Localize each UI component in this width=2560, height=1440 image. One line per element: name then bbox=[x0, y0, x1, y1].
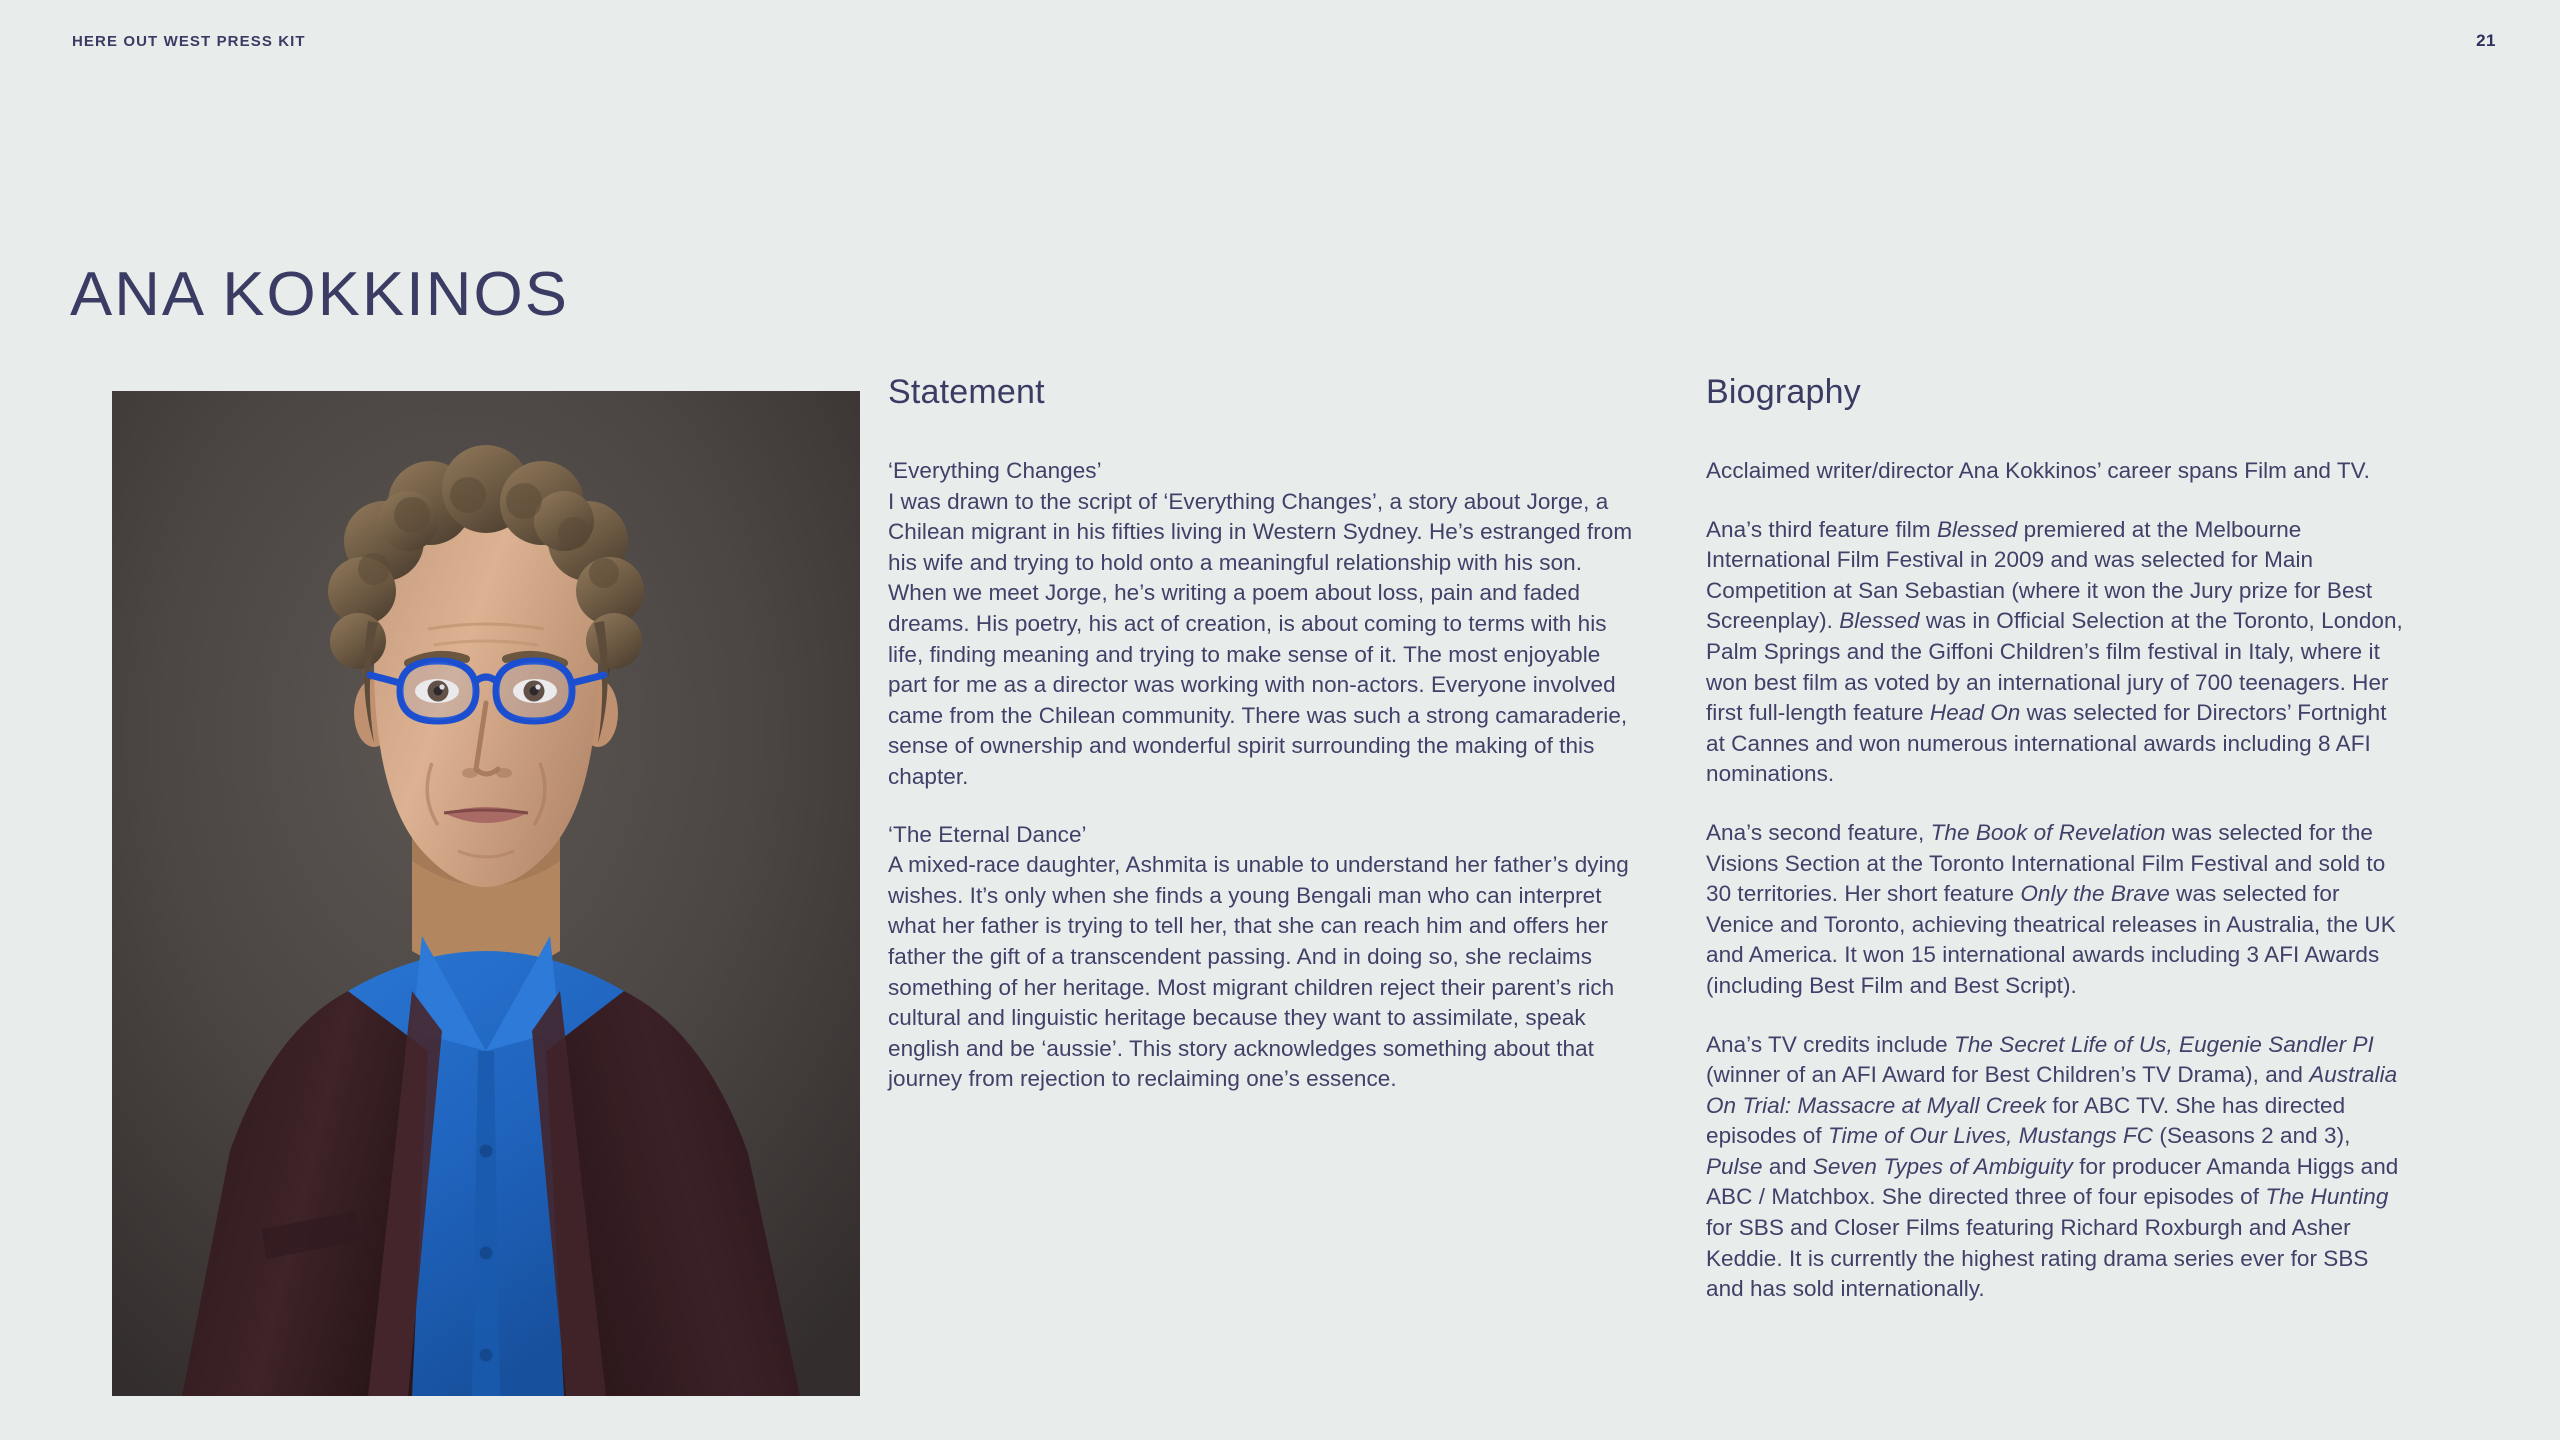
statement-subtitle: ‘Everything Changes’ bbox=[888, 458, 1102, 483]
biography-body bbox=[1706, 456, 2406, 1305]
title-italic: Time of Our Lives, Mustangs FC bbox=[1827, 1123, 2154, 1149]
title-italic: The Book of Revelation bbox=[1930, 819, 2166, 845]
title-italic: The Secret Life of Us, Eugenie Sandler PI bbox=[1954, 1031, 2374, 1057]
title-italic: The Hunting bbox=[2265, 1184, 2389, 1210]
statement-column bbox=[888, 375, 1640, 1095]
title-italic: Blessed bbox=[1839, 608, 1920, 634]
title-italic: Pulse bbox=[1706, 1153, 1763, 1179]
biography-paragraph: Ana’s second feature, The Book of Revelation was selected for the Visions Section at the Toronto International Film Festival and sold to 30 territories. Her short feature Only the Brave was selected for Venice and Toronto, achieving theatrical releases in Australia, the UK and America. It won 15 international awards including 3 AFI Awards (including Best Film and Best Script). bbox=[1706, 819, 2396, 998]
biography-paragraph: Ana’s TV credits include The Secret Life of Us, Eugenie Sandler PI (winner of an AFI Award for Best Children’s TV Drama), and Australia On Trial: Massacre at Myall Creek for ABC TV. She has directed episodes of Time of Our Lives, Mustangs FC (Seasons 2 and 3), Pulse and Seven Types of Ambiguity for producer Amanda Higgs and ABC / Matchbox. She directed three of four episodes of The Hunting for SBS and Closer Films featuring Richard Roxburgh and Asher Keddie. It is currently the highest rating drama series ever for SBS and has sold internationally. bbox=[1706, 1031, 2399, 1302]
statement-paragraph: ‘The Eternal Dance’ A mixed-race daughter, Ashmita is unable to understand her father’s dying wishes. It’s only when she finds a young Bengali man who can interpret what her father is trying to tell her, that she can reach him and offers her father the gift of a transcendent passing. And in doing so, she reclaims something of her heritage. Most migrant children reject their parent’s rich cultural and linguistic heritage because they want to assimilate, speak english and be ‘aussie’. This story acknowledges something about that journey from rejection to reclaiming one’s essence. bbox=[888, 821, 1629, 1092]
statement-heading: Statement bbox=[888, 373, 1045, 411]
title-italic: Blessed bbox=[1936, 516, 2018, 542]
statement-paragraph: ‘Everything Changes’ I was drawn to the script of ‘Everything Changes’, a story about Jorge, a Chilean migrant in his fifties living in Western Sydney. He’s estranged from his wife and trying to hold onto a meaningful relationship with his son. When we meet Jorge, he’s writing a poem about loss, pain and faded dreams. His poetry, his act of creation, is about coming to terms with his life, finding meaning and trying to make sense of it. The most enjoyable part for me as a director was working with non-actors. Everyone involved came from the Chilean community. There was such a strong camaraderie, sense of ownership and wonderful spirit surrounding the making of this chapter. bbox=[888, 458, 1633, 789]
page-number: 21 bbox=[2476, 31, 2496, 50]
running-head: HERE OUT WEST PRESS KIT bbox=[72, 33, 306, 50]
page-title: ANA KOKKINOS bbox=[70, 259, 569, 329]
portrait-illustration bbox=[112, 391, 860, 1396]
title-italic: Only the Brave bbox=[2020, 881, 2170, 907]
portrait-photo bbox=[112, 391, 860, 1396]
biography-column bbox=[1706, 375, 2406, 1333]
biography-paragraph: Ana’s third feature film Blessed premiered at the Melbourne International Film Festival in 2009 and was selected for Main Competition at San Sebastian (where it won the Jury prize for Best Screenplay). Blessed was in Official Selection at the Toronto, London, Palm Springs and the Giffoni Children’s film festival in Italy, where it won best film as voted by an international jury of 700 teenagers. Her first full-length feature Head On was selected for Directors’ Fortnight at Cannes and won numerous international awards including 8 AFI nominations. bbox=[1706, 516, 2403, 787]
statement-subtitle: ‘The Eternal Dance’ bbox=[888, 821, 1087, 847]
title-italic: Seven Types of Ambiguity bbox=[1812, 1153, 2073, 1179]
biography-heading: Biography bbox=[1706, 373, 1861, 411]
statement-body bbox=[888, 456, 1640, 1095]
biography-paragraph: Acclaimed writer/director Ana Kokkinos’ career spans Film and TV. bbox=[1706, 458, 2370, 483]
title-italic: Head On bbox=[1929, 700, 2021, 726]
title-italic: Australia On Trial: Massacre at Myall Creek bbox=[1706, 1062, 2398, 1118]
